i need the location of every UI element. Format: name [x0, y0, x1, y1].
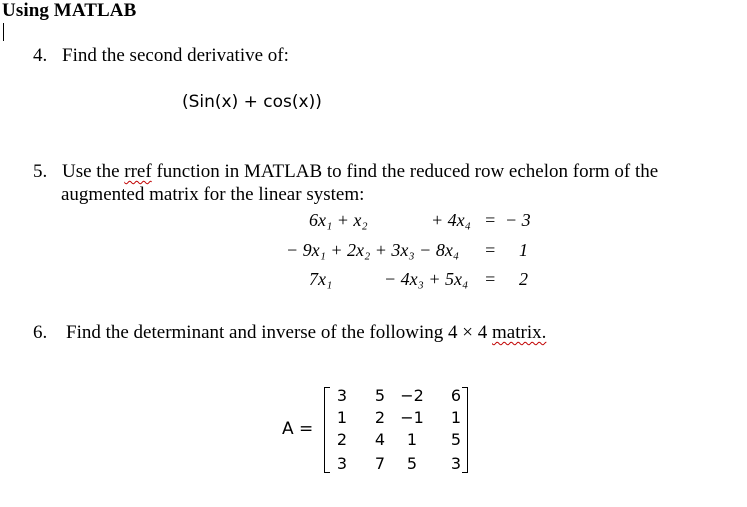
matrix-cell: 5	[374, 386, 386, 405]
equation-2-lhs: − 9x₁ + 2x₂ + 3x₃ − 8x₄	[286, 240, 460, 260]
page-heading: Using MATLAB	[2, 0, 137, 21]
equation-1-lhs: 6x₁ + x₂	[309, 210, 368, 230]
q5-keyword-rref: rref	[124, 161, 152, 182]
question-6	[33, 322, 546, 344]
matrix-cell: 5	[406, 454, 418, 473]
equation-3-rhs: 2	[519, 269, 528, 289]
matrix-cell: 7	[374, 454, 386, 473]
text-cursor	[3, 23, 4, 41]
matrix-cell: 6	[450, 386, 462, 405]
q4-text: Find the second derivative of:	[62, 45, 289, 66]
matrix-cell: −1	[400, 408, 424, 427]
equation-1-mid: + 4x₄	[431, 210, 471, 230]
matrix-cell: 3	[336, 386, 348, 405]
q5-text-line2: augmented matrix for the linear system:	[61, 184, 365, 205]
matrix-cell: 5	[450, 430, 462, 449]
q4-expression: (Sin(x) + cos(x))	[182, 92, 322, 112]
question-4	[33, 45, 289, 67]
matrix-label: A =	[282, 419, 314, 439]
matrix-cell: 1	[406, 430, 418, 449]
equation-1-eq: =	[484, 210, 497, 230]
equation-3-eq: =	[484, 269, 497, 289]
q6-text-before: Find the determinant and inverse of the following 4 × 4	[66, 322, 492, 343]
q6-keyword-matrix: matrix.	[492, 322, 547, 343]
equation-2-eq: =	[484, 240, 497, 260]
matrix-cell: 3	[336, 454, 348, 473]
equation-3-mid: − 4x₃ + 5x₄	[384, 269, 469, 289]
q5-text-before: Use the	[62, 161, 125, 182]
question-5	[33, 161, 658, 183]
q5-number: 5.	[33, 161, 48, 182]
matrix-cell: 1	[336, 408, 348, 427]
matrix-cell: 1	[450, 408, 462, 427]
matrix-cell: 3	[450, 454, 462, 473]
q5-text-after: function in MATLAB to find the reduced row echelon form of the	[151, 161, 659, 182]
q4-number: 4.	[33, 45, 48, 66]
equation-3-lhs: 7x₁	[309, 269, 333, 289]
equation-2-rhs: 1	[519, 240, 528, 260]
matrix-cell: 2	[374, 408, 386, 427]
matrix-cell: −2	[400, 386, 424, 405]
matrix-cell: 4	[374, 430, 386, 449]
equation-1-rhs: − 3	[505, 210, 531, 230]
q6-number: 6.	[33, 322, 48, 343]
matrix-cell: 2	[336, 430, 348, 449]
